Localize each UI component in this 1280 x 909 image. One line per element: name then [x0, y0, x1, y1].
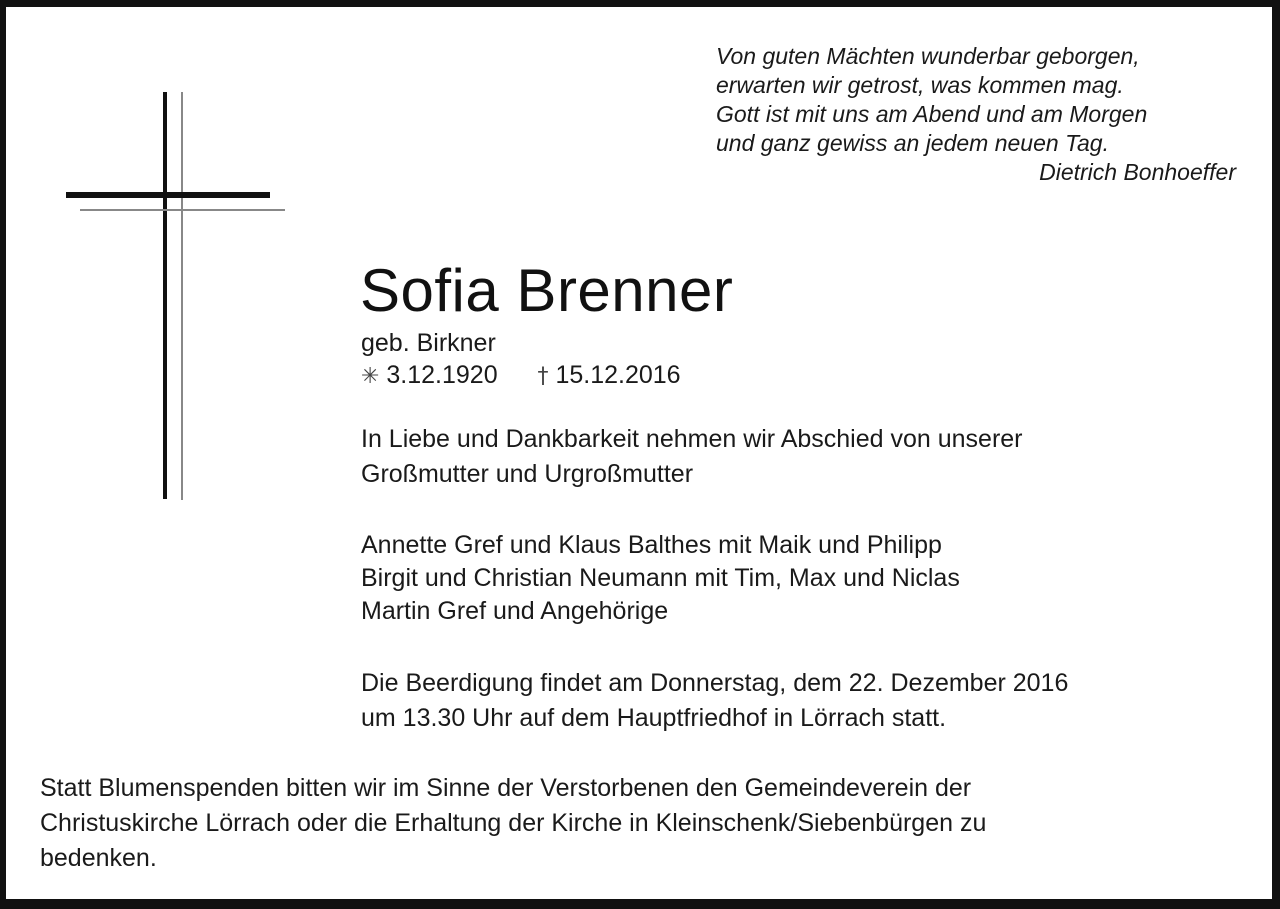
death-date: 15.12.2016	[555, 361, 681, 389]
death-cross-icon: †	[537, 364, 549, 389]
mourner-line: Martin Gref und Angehörige	[361, 597, 669, 625]
mourner-line: Annette Gref und Klaus Balthes mit Maik und Philipp	[361, 531, 942, 559]
mourners-list	[361, 529, 960, 628]
donation-line: Christuskirche Lörrach oder die Erhaltung der Kirche in Kleinschenk/Siebenbürgen zu	[40, 809, 987, 837]
farewell-text	[361, 422, 1023, 492]
funeral-line: Die Beerdigung findet am Donnerstag, dem 22. Dezember 2016	[361, 669, 1069, 697]
donation-line: bedenken.	[40, 844, 157, 872]
farewell-line: In Liebe und Dankbarkeit nehmen wir Abschied von unserer	[361, 425, 1023, 453]
mourner-line: Birgit und Christian Neumann mit Tim, Max und Niclas	[361, 564, 960, 592]
birth-star-icon: ✳	[361, 364, 380, 389]
birth-date: 3.12.1920	[386, 361, 498, 389]
donation-request	[40, 771, 986, 876]
quote-line: erwarten wir getrost, was kommen mag.	[716, 72, 1124, 98]
quote-line: Von guten Mächten wunderbar geborgen,	[716, 43, 1140, 69]
quote-line: und ganz gewiss an jedem neuen Tag.	[716, 130, 1109, 156]
bonhoeffer-quote	[716, 42, 1246, 187]
funeral-info	[361, 666, 1068, 736]
farewell-line: Großmutter und Urgroßmutter	[361, 460, 694, 488]
quote-line: Gott ist mit uns am Abend und am Morgen	[716, 101, 1148, 127]
maiden-name: geb. Birkner	[361, 329, 496, 357]
quote-author: Dietrich Bonhoeffer	[1039, 159, 1236, 185]
life-dates	[361, 360, 681, 392]
donation-line: Statt Blumenspenden bitten wir im Sinne der Verstorbenen den Gemeindeverein der	[40, 774, 972, 802]
deceased-name: Sofia Brenner	[360, 257, 734, 324]
cross-icon	[0, 0, 300, 520]
funeral-line: um 13.30 Uhr auf dem Hauptfriedhof in Lörrach statt.	[361, 704, 947, 732]
